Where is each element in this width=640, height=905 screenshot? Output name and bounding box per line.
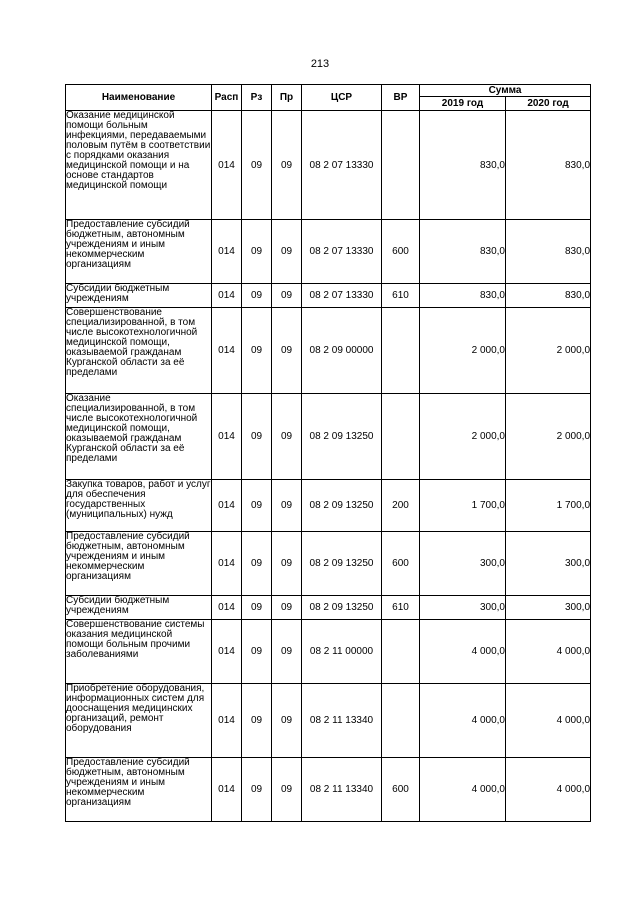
cell-sum-2019: 300,0 — [420, 596, 506, 620]
cell-name: Оказание специализированной, в том числе высокотехнологичной медицинской помощи, оказываемой гражданам Курганской области за её пределами — [66, 394, 212, 480]
cell-name: Совершенствование специализированной, в том числе высокотехнологичной медицинской помощи, оказываемой гражданам Курганской области за её пределами — [66, 308, 212, 394]
cell-pr: 09 — [272, 684, 302, 758]
cell-vr: 610 — [382, 596, 420, 620]
cell-name: Закупка товаров, работ и услуг для обеспечения государственных (муниципальных) нужд — [66, 480, 212, 532]
cell-rz: 09 — [242, 284, 272, 308]
cell-rz: 09 — [242, 308, 272, 394]
table-row — [66, 532, 591, 596]
cell-sum-2020: 2 000,0 — [506, 394, 591, 480]
cell-sum-2020: 830,0 — [506, 284, 591, 308]
cell-name: Оказание медицинской помощи больным инфекциями, передаваемыми половым путём в соответствии с порядками оказания медицинской помощи и на основе стандартов медицинской помощи — [66, 111, 212, 220]
cell-rasp: 014 — [212, 111, 242, 220]
cell-rasp: 014 — [212, 480, 242, 532]
table-row — [66, 308, 591, 394]
header-pr: Пр — [272, 85, 302, 111]
cell-pr: 09 — [272, 620, 302, 684]
cell-name: Совершенствование системы оказания медицинской помощи больным прочими заболеваниями — [66, 620, 212, 684]
cell-name: Субсидии бюджетным учреждениям — [66, 596, 212, 620]
cell-pr: 09 — [272, 284, 302, 308]
cell-sum-2019: 4 000,0 — [420, 758, 506, 822]
cell-pr: 09 — [272, 596, 302, 620]
cell-rz: 09 — [242, 220, 272, 284]
cell-pr: 09 — [272, 480, 302, 532]
cell-sum-2019: 2 000,0 — [420, 394, 506, 480]
cell-rasp: 014 — [212, 620, 242, 684]
header-vr: ВР — [382, 85, 420, 111]
cell-csr: 08 2 11 13340 — [302, 684, 382, 758]
cell-sum-2020: 300,0 — [506, 532, 591, 596]
cell-rasp: 014 — [212, 308, 242, 394]
table-row — [66, 111, 591, 220]
cell-pr: 09 — [272, 308, 302, 394]
cell-rz: 09 — [242, 620, 272, 684]
cell-rz: 09 — [242, 111, 272, 220]
cell-csr: 08 2 11 13340 — [302, 758, 382, 822]
cell-rz: 09 — [242, 394, 272, 480]
table-row — [66, 620, 591, 684]
cell-csr: 08 2 09 13250 — [302, 394, 382, 480]
cell-pr: 09 — [272, 111, 302, 220]
cell-csr: 08 2 09 13250 — [302, 596, 382, 620]
cell-sum-2020: 300,0 — [506, 596, 591, 620]
table-row — [66, 480, 591, 532]
cell-rz: 09 — [242, 758, 272, 822]
cell-sum-2019: 4 000,0 — [420, 620, 506, 684]
cell-rasp: 014 — [212, 684, 242, 758]
cell-sum-2020: 4 000,0 — [506, 684, 591, 758]
cell-vr — [382, 308, 420, 394]
cell-sum-2019: 830,0 — [420, 220, 506, 284]
cell-name: Предоставление субсидий бюджетным, автономным учреждениям и иным некоммерческим организациям — [66, 758, 212, 822]
cell-name: Субсидии бюджетным учреждениям — [66, 284, 212, 308]
cell-rz: 09 — [242, 596, 272, 620]
cell-csr: 08 2 09 00000 — [302, 308, 382, 394]
cell-sum-2019: 300,0 — [420, 532, 506, 596]
cell-vr: 600 — [382, 220, 420, 284]
cell-vr: 600 — [382, 532, 420, 596]
cell-vr: 610 — [382, 284, 420, 308]
cell-pr: 09 — [272, 532, 302, 596]
cell-sum-2020: 830,0 — [506, 220, 591, 284]
table-row — [66, 596, 591, 620]
cell-sum-2019: 830,0 — [420, 284, 506, 308]
cell-csr: 08 2 07 13330 — [302, 284, 382, 308]
cell-sum-2019: 830,0 — [420, 111, 506, 220]
cell-vr: 600 — [382, 758, 420, 822]
cell-rasp: 014 — [212, 596, 242, 620]
cell-name: Приобретение оборудования, информационных систем для дооснащения медицинских организаций, ремонт оборудования — [66, 684, 212, 758]
table-row — [66, 684, 591, 758]
cell-vr — [382, 684, 420, 758]
cell-rasp: 014 — [212, 220, 242, 284]
cell-name: Предоставление субсидий бюджетным, автономным учреждениям и иным некоммерческим организациям — [66, 220, 212, 284]
header-rasp: Расп — [212, 85, 242, 111]
cell-pr: 09 — [272, 220, 302, 284]
cell-csr: 08 2 07 13330 — [302, 220, 382, 284]
cell-vr: 200 — [382, 480, 420, 532]
cell-csr: 08 2 09 13250 — [302, 480, 382, 532]
cell-pr: 09 — [272, 758, 302, 822]
cell-sum-2020: 1 700,0 — [506, 480, 591, 532]
cell-csr: 08 2 07 13330 — [302, 111, 382, 220]
header-sum: Сумма — [420, 85, 591, 97]
cell-rasp: 014 — [212, 394, 242, 480]
cell-rz: 09 — [242, 684, 272, 758]
cell-csr: 08 2 11 00000 — [302, 620, 382, 684]
header-year-2019: 2019 год — [420, 97, 506, 111]
header-rz: Рз — [242, 85, 272, 111]
cell-sum-2020: 830,0 — [506, 111, 591, 220]
table-row — [66, 394, 591, 480]
cell-sum-2019: 2 000,0 — [420, 308, 506, 394]
cell-sum-2019: 1 700,0 — [420, 480, 506, 532]
header-csr: ЦСР — [302, 85, 382, 111]
table-row — [66, 284, 591, 308]
header-year-2020: 2020 год — [506, 97, 591, 111]
table-row — [66, 758, 591, 822]
cell-rz: 09 — [242, 480, 272, 532]
cell-name: Предоставление субсидий бюджетным, автономным учреждениям и иным некоммерческим организациям — [66, 532, 212, 596]
cell-rasp: 014 — [212, 284, 242, 308]
header-row-top — [66, 85, 591, 97]
page-number: 213 — [310, 58, 330, 70]
cell-sum-2020: 4 000,0 — [506, 620, 591, 684]
cell-sum-2020: 4 000,0 — [506, 758, 591, 822]
cell-sum-2020: 2 000,0 — [506, 308, 591, 394]
cell-rz: 09 — [242, 532, 272, 596]
header-name: Наименование — [66, 85, 212, 111]
cell-vr — [382, 394, 420, 480]
table-row — [66, 220, 591, 284]
cell-csr: 08 2 09 13250 — [302, 532, 382, 596]
cell-sum-2019: 4 000,0 — [420, 684, 506, 758]
cell-pr: 09 — [272, 394, 302, 480]
cell-vr — [382, 111, 420, 220]
cell-rasp: 014 — [212, 758, 242, 822]
cell-rasp: 014 — [212, 532, 242, 596]
cell-vr — [382, 620, 420, 684]
budget-table — [65, 84, 591, 822]
